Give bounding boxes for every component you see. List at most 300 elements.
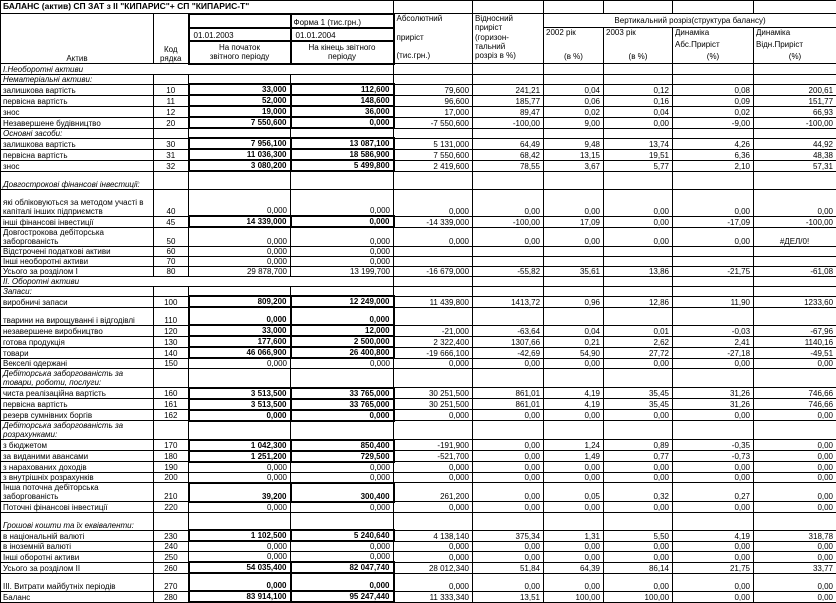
- empty-cell[interactable]: [754, 369, 836, 388]
- value-cell[interactable]: 1 251,200: [189, 451, 291, 462]
- value-cell[interactable]: 1233,60: [754, 296, 836, 307]
- value-cell[interactable]: 0,00: [673, 552, 754, 563]
- value-cell[interactable]: 0,000: [394, 552, 473, 563]
- value-cell[interactable]: 1,49: [544, 451, 604, 462]
- row-code[interactable]: 230: [154, 530, 189, 541]
- empty-cell[interactable]: [291, 421, 394, 440]
- empty-cell[interactable]: [473, 512, 544, 530]
- value-cell[interactable]: -61,08: [754, 266, 836, 276]
- value-cell[interactable]: 2 500,000: [291, 336, 394, 347]
- value-cell[interactable]: [754, 256, 836, 266]
- empty-cell[interactable]: [604, 64, 673, 75]
- empty-cell[interactable]: [544, 286, 604, 296]
- empty-cell[interactable]: [754, 421, 836, 440]
- value-cell[interactable]: 861,01: [473, 399, 544, 410]
- value-cell[interactable]: 7 956,100: [189, 138, 291, 149]
- value-cell[interactable]: 185,77: [473, 95, 544, 106]
- row-label[interactable]: які обліковуються за методом участі в капіталі інших підприємств: [1, 189, 154, 216]
- row-label[interactable]: з нарахованих доходів: [1, 462, 154, 473]
- value-cell[interactable]: 746,66: [754, 399, 836, 410]
- value-cell[interactable]: 0,00: [544, 410, 604, 421]
- row-code[interactable]: 10: [154, 84, 189, 95]
- value-cell[interactable]: 0,00: [754, 552, 836, 563]
- value-cell[interactable]: 30 251,500: [394, 399, 473, 410]
- value-cell[interactable]: -7 550,600: [394, 117, 473, 128]
- empty-cell[interactable]: [291, 369, 394, 388]
- value-cell[interactable]: 26 400,800: [291, 347, 394, 358]
- value-cell[interactable]: 30 251,500: [394, 388, 473, 399]
- value-cell[interactable]: 11,90: [673, 296, 754, 307]
- row-label[interactable]: Усього за розділом І: [1, 266, 154, 276]
- value-cell[interactable]: 746,66: [754, 388, 836, 399]
- value-cell[interactable]: 33,000: [189, 84, 291, 95]
- empty-cell[interactable]: [754, 74, 836, 84]
- value-cell[interactable]: 0,00: [673, 358, 754, 369]
- value-cell[interactable]: 12,86: [604, 296, 673, 307]
- value-cell[interactable]: 0,12: [604, 84, 673, 95]
- value-cell[interactable]: 0,00: [673, 462, 754, 473]
- row-code[interactable]: 31: [154, 149, 189, 160]
- row-code[interactable]: 12: [154, 106, 189, 117]
- group-label[interactable]: Довгострокові фінансові інвестиції:: [1, 171, 154, 189]
- value-cell[interactable]: 2 322,400: [394, 336, 473, 347]
- value-cell[interactable]: 0,000: [189, 472, 291, 483]
- row-label[interactable]: резерв сумнівних боргів: [1, 410, 154, 421]
- value-cell[interactable]: 0,000: [189, 462, 291, 473]
- value-cell[interactable]: 261,200: [394, 483, 473, 502]
- value-cell[interactable]: [754, 246, 836, 256]
- value-cell[interactable]: 39,200: [189, 483, 291, 502]
- value-cell[interactable]: 0,000: [291, 358, 394, 369]
- row-label[interactable]: інші фінансові інвестиції: [1, 216, 154, 227]
- value-cell[interactable]: 96,600: [394, 95, 473, 106]
- empty-cell[interactable]: [189, 128, 291, 138]
- value-cell[interactable]: 0,000: [291, 256, 394, 266]
- empty-cell[interactable]: [394, 1, 473, 14]
- row-code[interactable]: 20: [154, 117, 189, 128]
- value-cell[interactable]: 100,00: [604, 591, 673, 602]
- row-label[interactable]: Довгострокова дебіторська заборгованість: [1, 227, 154, 246]
- value-cell[interactable]: -521,700: [394, 451, 473, 462]
- empty-cell[interactable]: [291, 74, 394, 84]
- header-code[interactable]: [154, 14, 189, 64]
- row-code[interactable]: 40: [154, 189, 189, 216]
- empty-cell[interactable]: [291, 128, 394, 138]
- empty-cell[interactable]: [473, 74, 544, 84]
- value-cell[interactable]: 0,000: [189, 246, 291, 256]
- header-year-2002[interactable]: [544, 28, 604, 64]
- row-code[interactable]: 240: [154, 541, 189, 552]
- value-cell[interactable]: [673, 246, 754, 256]
- value-cell[interactable]: 35,61: [544, 266, 604, 276]
- value-cell[interactable]: -17,09: [673, 216, 754, 227]
- value-cell[interactable]: 19,000: [189, 106, 291, 117]
- empty-cell[interactable]: [291, 286, 394, 296]
- row-code[interactable]: 80: [154, 266, 189, 276]
- empty-cell[interactable]: [604, 74, 673, 84]
- value-cell[interactable]: 0,000: [394, 227, 473, 246]
- value-cell[interactable]: 11 439,800: [394, 296, 473, 307]
- value-cell[interactable]: [394, 246, 473, 256]
- value-cell[interactable]: 13 199,700: [291, 266, 394, 276]
- value-cell[interactable]: [473, 307, 544, 325]
- value-cell[interactable]: #ДЕЛ/0!: [754, 227, 836, 246]
- empty-cell[interactable]: [189, 74, 291, 84]
- value-cell[interactable]: 36,000: [291, 106, 394, 117]
- empty-cell[interactable]: [291, 171, 394, 189]
- value-cell[interactable]: 79,600: [394, 84, 473, 95]
- value-cell[interactable]: 3 513,500: [189, 399, 291, 410]
- value-cell[interactable]: 64,39: [544, 562, 604, 573]
- value-cell[interactable]: 5 240,640: [291, 530, 394, 541]
- value-cell[interactable]: [473, 246, 544, 256]
- value-cell[interactable]: 0,32: [604, 483, 673, 502]
- value-cell[interactable]: -21,000: [394, 325, 473, 336]
- row-code[interactable]: 260: [154, 562, 189, 573]
- empty-cell[interactable]: [394, 74, 473, 84]
- value-cell[interactable]: 112,600: [291, 84, 394, 95]
- row-code[interactable]: 280: [154, 591, 189, 602]
- empty-cell[interactable]: [673, 1, 754, 14]
- value-cell[interactable]: 0,08: [673, 84, 754, 95]
- value-cell[interactable]: -63,64: [473, 325, 544, 336]
- value-cell[interactable]: -14 339,000: [394, 216, 473, 227]
- row-code[interactable]: [154, 421, 189, 440]
- value-cell[interactable]: 12 249,000: [291, 296, 394, 307]
- value-cell[interactable]: 0,00: [544, 502, 604, 513]
- value-cell[interactable]: 33 765,000: [291, 388, 394, 399]
- value-cell[interactable]: 0,00: [604, 117, 673, 128]
- value-cell[interactable]: -0,35: [673, 440, 754, 451]
- row-code[interactable]: [154, 286, 189, 296]
- empty-cell[interactable]: [604, 369, 673, 388]
- value-cell[interactable]: 51,84: [473, 562, 544, 573]
- value-cell[interactable]: 3 513,500: [189, 388, 291, 399]
- empty-cell[interactable]: [394, 276, 473, 286]
- row-label[interactable]: залишкова вартість: [1, 84, 154, 95]
- value-cell[interactable]: 3,67: [544, 160, 604, 171]
- value-cell[interactable]: -67,96: [754, 325, 836, 336]
- value-cell[interactable]: 19,51: [604, 149, 673, 160]
- value-cell[interactable]: 33 765,000: [291, 399, 394, 410]
- empty-cell[interactable]: [544, 64, 604, 75]
- value-cell[interactable]: -100,00: [473, 216, 544, 227]
- row-code[interactable]: [154, 74, 189, 84]
- value-cell[interactable]: 0,00: [473, 440, 544, 451]
- empty-cell[interactable]: [189, 421, 291, 440]
- value-cell[interactable]: 4 138,140: [394, 530, 473, 541]
- value-cell[interactable]: 0,000: [394, 189, 473, 216]
- empty-cell[interactable]: [544, 369, 604, 388]
- value-cell[interactable]: 0,02: [673, 106, 754, 117]
- row-code[interactable]: 60: [154, 246, 189, 256]
- value-cell[interactable]: 241,21: [473, 84, 544, 95]
- value-cell[interactable]: 35,45: [604, 399, 673, 410]
- value-cell[interactable]: [673, 307, 754, 325]
- value-cell[interactable]: [544, 246, 604, 256]
- group-label[interactable]: Грошові кошти та їх еквіваленти:: [1, 512, 154, 530]
- header-abs-increase[interactable]: [394, 14, 473, 64]
- value-cell[interactable]: 86,14: [604, 562, 673, 573]
- value-cell[interactable]: -191,900: [394, 440, 473, 451]
- value-cell[interactable]: [394, 307, 473, 325]
- value-cell[interactable]: 0,00: [604, 216, 673, 227]
- row-label[interactable]: виробничі запаси: [1, 296, 154, 307]
- value-cell[interactable]: [604, 307, 673, 325]
- empty-cell[interactable]: [394, 64, 473, 75]
- value-cell[interactable]: 0,000: [394, 462, 473, 473]
- value-cell[interactable]: 0,96: [544, 296, 604, 307]
- row-label[interactable]: чиста реалізаційна вартість: [1, 388, 154, 399]
- value-cell[interactable]: 21,75: [673, 562, 754, 573]
- row-label[interactable]: в національній валюті: [1, 530, 154, 541]
- header-year-2003[interactable]: [604, 28, 673, 64]
- value-cell[interactable]: 0,00: [544, 227, 604, 246]
- empty-cell[interactable]: [189, 369, 291, 388]
- value-cell[interactable]: -21,75: [673, 266, 754, 276]
- row-code[interactable]: 270: [154, 573, 189, 591]
- value-cell[interactable]: -100,00: [473, 117, 544, 128]
- row-code[interactable]: 32: [154, 160, 189, 171]
- value-cell[interactable]: 11 333,340: [394, 591, 473, 602]
- value-cell[interactable]: 0,00: [673, 591, 754, 602]
- row-code[interactable]: 161: [154, 399, 189, 410]
- value-cell[interactable]: 0,00: [473, 552, 544, 563]
- value-cell[interactable]: 13 087,100: [291, 138, 394, 149]
- value-cell[interactable]: 0,000: [189, 256, 291, 266]
- empty-cell[interactable]: [673, 421, 754, 440]
- value-cell[interactable]: 0,00: [544, 552, 604, 563]
- value-cell[interactable]: 14 339,000: [189, 216, 291, 227]
- value-cell[interactable]: 0,00: [754, 502, 836, 513]
- empty-cell[interactable]: [189, 171, 291, 189]
- value-cell[interactable]: 0,00: [473, 573, 544, 591]
- value-cell[interactable]: 809,200: [189, 296, 291, 307]
- value-cell[interactable]: 5 131,000: [394, 138, 473, 149]
- empty-cell[interactable]: [473, 64, 544, 75]
- row-label[interactable]: Поточні фінансові інвестиції: [1, 502, 154, 513]
- value-cell[interactable]: 0,00: [544, 573, 604, 591]
- section-label[interactable]: ІІ. Оборотні активи: [1, 276, 394, 286]
- row-code[interactable]: 160: [154, 388, 189, 399]
- value-cell[interactable]: [473, 256, 544, 266]
- value-cell[interactable]: 0,000: [189, 227, 291, 246]
- value-cell[interactable]: 82 047,740: [291, 562, 394, 573]
- row-code[interactable]: [154, 512, 189, 530]
- header-dyn-abs[interactable]: [673, 28, 754, 64]
- value-cell[interactable]: 0,000: [189, 358, 291, 369]
- row-code[interactable]: 45: [154, 216, 189, 227]
- empty-cell[interactable]: [673, 286, 754, 296]
- row-label[interactable]: готова продукція: [1, 336, 154, 347]
- value-cell[interactable]: 0,00: [604, 502, 673, 513]
- empty-cell[interactable]: [544, 1, 604, 14]
- value-cell[interactable]: 17,000: [394, 106, 473, 117]
- value-cell[interactable]: 300,400: [291, 483, 394, 502]
- value-cell[interactable]: 0,000: [394, 472, 473, 483]
- value-cell[interactable]: 0,00: [604, 410, 673, 421]
- value-cell[interactable]: 6,36: [673, 149, 754, 160]
- value-cell[interactable]: [544, 307, 604, 325]
- value-cell[interactable]: 3 080,200: [189, 160, 291, 171]
- value-cell[interactable]: 18 586,900: [291, 149, 394, 160]
- value-cell[interactable]: 177,600: [189, 336, 291, 347]
- value-cell[interactable]: 28 012,340: [394, 562, 473, 573]
- value-cell[interactable]: 100,00: [544, 591, 604, 602]
- value-cell[interactable]: 2,10: [673, 160, 754, 171]
- empty-cell[interactable]: [394, 286, 473, 296]
- value-cell[interactable]: 0,00: [604, 573, 673, 591]
- value-cell[interactable]: 0,000: [291, 117, 394, 128]
- empty-cell[interactable]: [473, 171, 544, 189]
- value-cell[interactable]: 27,72: [604, 347, 673, 358]
- row-code[interactable]: 150: [154, 358, 189, 369]
- empty-cell[interactable]: [189, 286, 291, 296]
- section-label[interactable]: І.Необоротні активи: [1, 64, 394, 75]
- value-cell[interactable]: 2,41: [673, 336, 754, 347]
- value-cell[interactable]: 0,00: [604, 541, 673, 552]
- empty-cell[interactable]: [754, 64, 836, 75]
- value-cell[interactable]: 0,000: [291, 573, 394, 591]
- header-date-end[interactable]: 01.01.2004: [291, 28, 394, 41]
- row-code[interactable]: 120: [154, 325, 189, 336]
- empty-cell[interactable]: [394, 421, 473, 440]
- group-label[interactable]: Дебіторська заборгованість за товари, роботи, послуги:: [1, 369, 154, 388]
- row-label[interactable]: первісна вартість: [1, 399, 154, 410]
- value-cell[interactable]: 4,19: [673, 530, 754, 541]
- value-cell[interactable]: 0,00: [754, 189, 836, 216]
- value-cell[interactable]: 0,00: [754, 462, 836, 473]
- empty-cell[interactable]: [473, 1, 544, 14]
- value-cell[interactable]: 0,000: [291, 189, 394, 216]
- value-cell[interactable]: 35,45: [604, 388, 673, 399]
- value-cell[interactable]: 33,77: [754, 562, 836, 573]
- value-cell[interactable]: 200,61: [754, 84, 836, 95]
- value-cell[interactable]: 0,00: [754, 451, 836, 462]
- value-cell[interactable]: 7 550,600: [394, 149, 473, 160]
- value-cell[interactable]: 0,00: [544, 189, 604, 216]
- value-cell[interactable]: 0,000: [291, 410, 394, 421]
- value-cell[interactable]: -49,51: [754, 347, 836, 358]
- value-cell[interactable]: -27,18: [673, 347, 754, 358]
- value-cell[interactable]: 13,86: [604, 266, 673, 276]
- value-cell[interactable]: 2 419,600: [394, 160, 473, 171]
- value-cell[interactable]: 0,00: [544, 541, 604, 552]
- value-cell[interactable]: 0,00: [754, 573, 836, 591]
- empty-cell[interactable]: [189, 14, 291, 28]
- empty-cell[interactable]: [673, 369, 754, 388]
- empty-cell[interactable]: [673, 276, 754, 286]
- row-code[interactable]: 170: [154, 440, 189, 451]
- empty-cell[interactable]: [473, 128, 544, 138]
- row-code[interactable]: [154, 171, 189, 189]
- value-cell[interactable]: 0,00: [473, 541, 544, 552]
- value-cell[interactable]: 0,02: [544, 106, 604, 117]
- value-cell[interactable]: 44,92: [754, 138, 836, 149]
- empty-cell[interactable]: [673, 128, 754, 138]
- value-cell[interactable]: [604, 256, 673, 266]
- row-label[interactable]: первісна вартість: [1, 95, 154, 106]
- row-code[interactable]: 220: [154, 502, 189, 513]
- value-cell[interactable]: 0,000: [291, 552, 394, 563]
- row-code[interactable]: 210: [154, 483, 189, 502]
- value-cell[interactable]: 0,00: [544, 358, 604, 369]
- row-code[interactable]: 110: [154, 307, 189, 325]
- row-code[interactable]: 180: [154, 451, 189, 462]
- row-label[interactable]: тварини на вирощуванні і відгодівлі: [1, 307, 154, 325]
- row-label[interactable]: товари: [1, 347, 154, 358]
- value-cell[interactable]: 66,93: [754, 106, 836, 117]
- value-cell[interactable]: 0,00: [473, 189, 544, 216]
- value-cell[interactable]: 0,00: [754, 483, 836, 502]
- empty-cell[interactable]: [604, 276, 673, 286]
- value-cell[interactable]: 0,00: [754, 591, 836, 602]
- row-label[interactable]: за виданими авансами: [1, 451, 154, 462]
- value-cell[interactable]: 33,000: [189, 325, 291, 336]
- value-cell[interactable]: -55,82: [473, 266, 544, 276]
- value-cell[interactable]: 1140,16: [754, 336, 836, 347]
- value-cell[interactable]: -100,00: [754, 117, 836, 128]
- value-cell[interactable]: 0,00: [604, 552, 673, 563]
- row-label[interactable]: Інші необоротні активи: [1, 256, 154, 266]
- row-label[interactable]: первісна вартість: [1, 149, 154, 160]
- row-label[interactable]: в іноземній валюті: [1, 541, 154, 552]
- value-cell[interactable]: 7 550,600: [189, 117, 291, 128]
- value-cell[interactable]: 0,00: [673, 227, 754, 246]
- value-cell[interactable]: 12,000: [291, 325, 394, 336]
- value-cell[interactable]: 0,00: [604, 472, 673, 483]
- value-cell[interactable]: 0,000: [291, 246, 394, 256]
- empty-cell[interactable]: [394, 369, 473, 388]
- group-label[interactable]: Дебіторська заборгованість за розрахунками:: [1, 421, 154, 440]
- value-cell[interactable]: -0,73: [673, 451, 754, 462]
- value-cell[interactable]: 0,00: [473, 227, 544, 246]
- value-cell[interactable]: 89,47: [473, 106, 544, 117]
- value-cell[interactable]: 31,26: [673, 399, 754, 410]
- empty-cell[interactable]: [604, 128, 673, 138]
- empty-cell[interactable]: [673, 512, 754, 530]
- empty-cell[interactable]: [604, 421, 673, 440]
- value-cell[interactable]: 0,000: [291, 462, 394, 473]
- empty-cell[interactable]: [754, 286, 836, 296]
- value-cell[interactable]: 0,00: [754, 472, 836, 483]
- row-label[interactable]: Векселі одержані: [1, 358, 154, 369]
- empty-cell[interactable]: [394, 128, 473, 138]
- value-cell[interactable]: 0,04: [604, 106, 673, 117]
- empty-cell[interactable]: [754, 128, 836, 138]
- value-cell[interactable]: -19 666,100: [394, 347, 473, 358]
- value-cell[interactable]: 0,00: [673, 189, 754, 216]
- value-cell[interactable]: 0,05: [544, 483, 604, 502]
- row-label[interactable]: Усього за розділом ІІ: [1, 562, 154, 573]
- value-cell[interactable]: 0,000: [394, 410, 473, 421]
- value-cell[interactable]: 0,000: [291, 502, 394, 513]
- value-cell[interactable]: 0,000: [189, 307, 291, 325]
- row-code[interactable]: 30: [154, 138, 189, 149]
- empty-cell[interactable]: [544, 421, 604, 440]
- value-cell[interactable]: 850,400: [291, 440, 394, 451]
- row-label[interactable]: з бюджетом: [1, 440, 154, 451]
- row-label[interactable]: залишкова вартість: [1, 138, 154, 149]
- value-cell[interactable]: 375,34: [473, 530, 544, 541]
- sheet-title[interactable]: БАЛАНС (актив) СП ЗАТ з ІІ "КИПАРИС"+ СП "КИПАРИС-Т": [1, 1, 394, 14]
- header-date-begin[interactable]: 01.01.2003: [189, 28, 291, 41]
- row-code[interactable]: [154, 128, 189, 138]
- row-code[interactable]: 11: [154, 95, 189, 106]
- empty-cell[interactable]: [604, 512, 673, 530]
- value-cell[interactable]: 0,04: [544, 84, 604, 95]
- value-cell[interactable]: 64,49: [473, 138, 544, 149]
